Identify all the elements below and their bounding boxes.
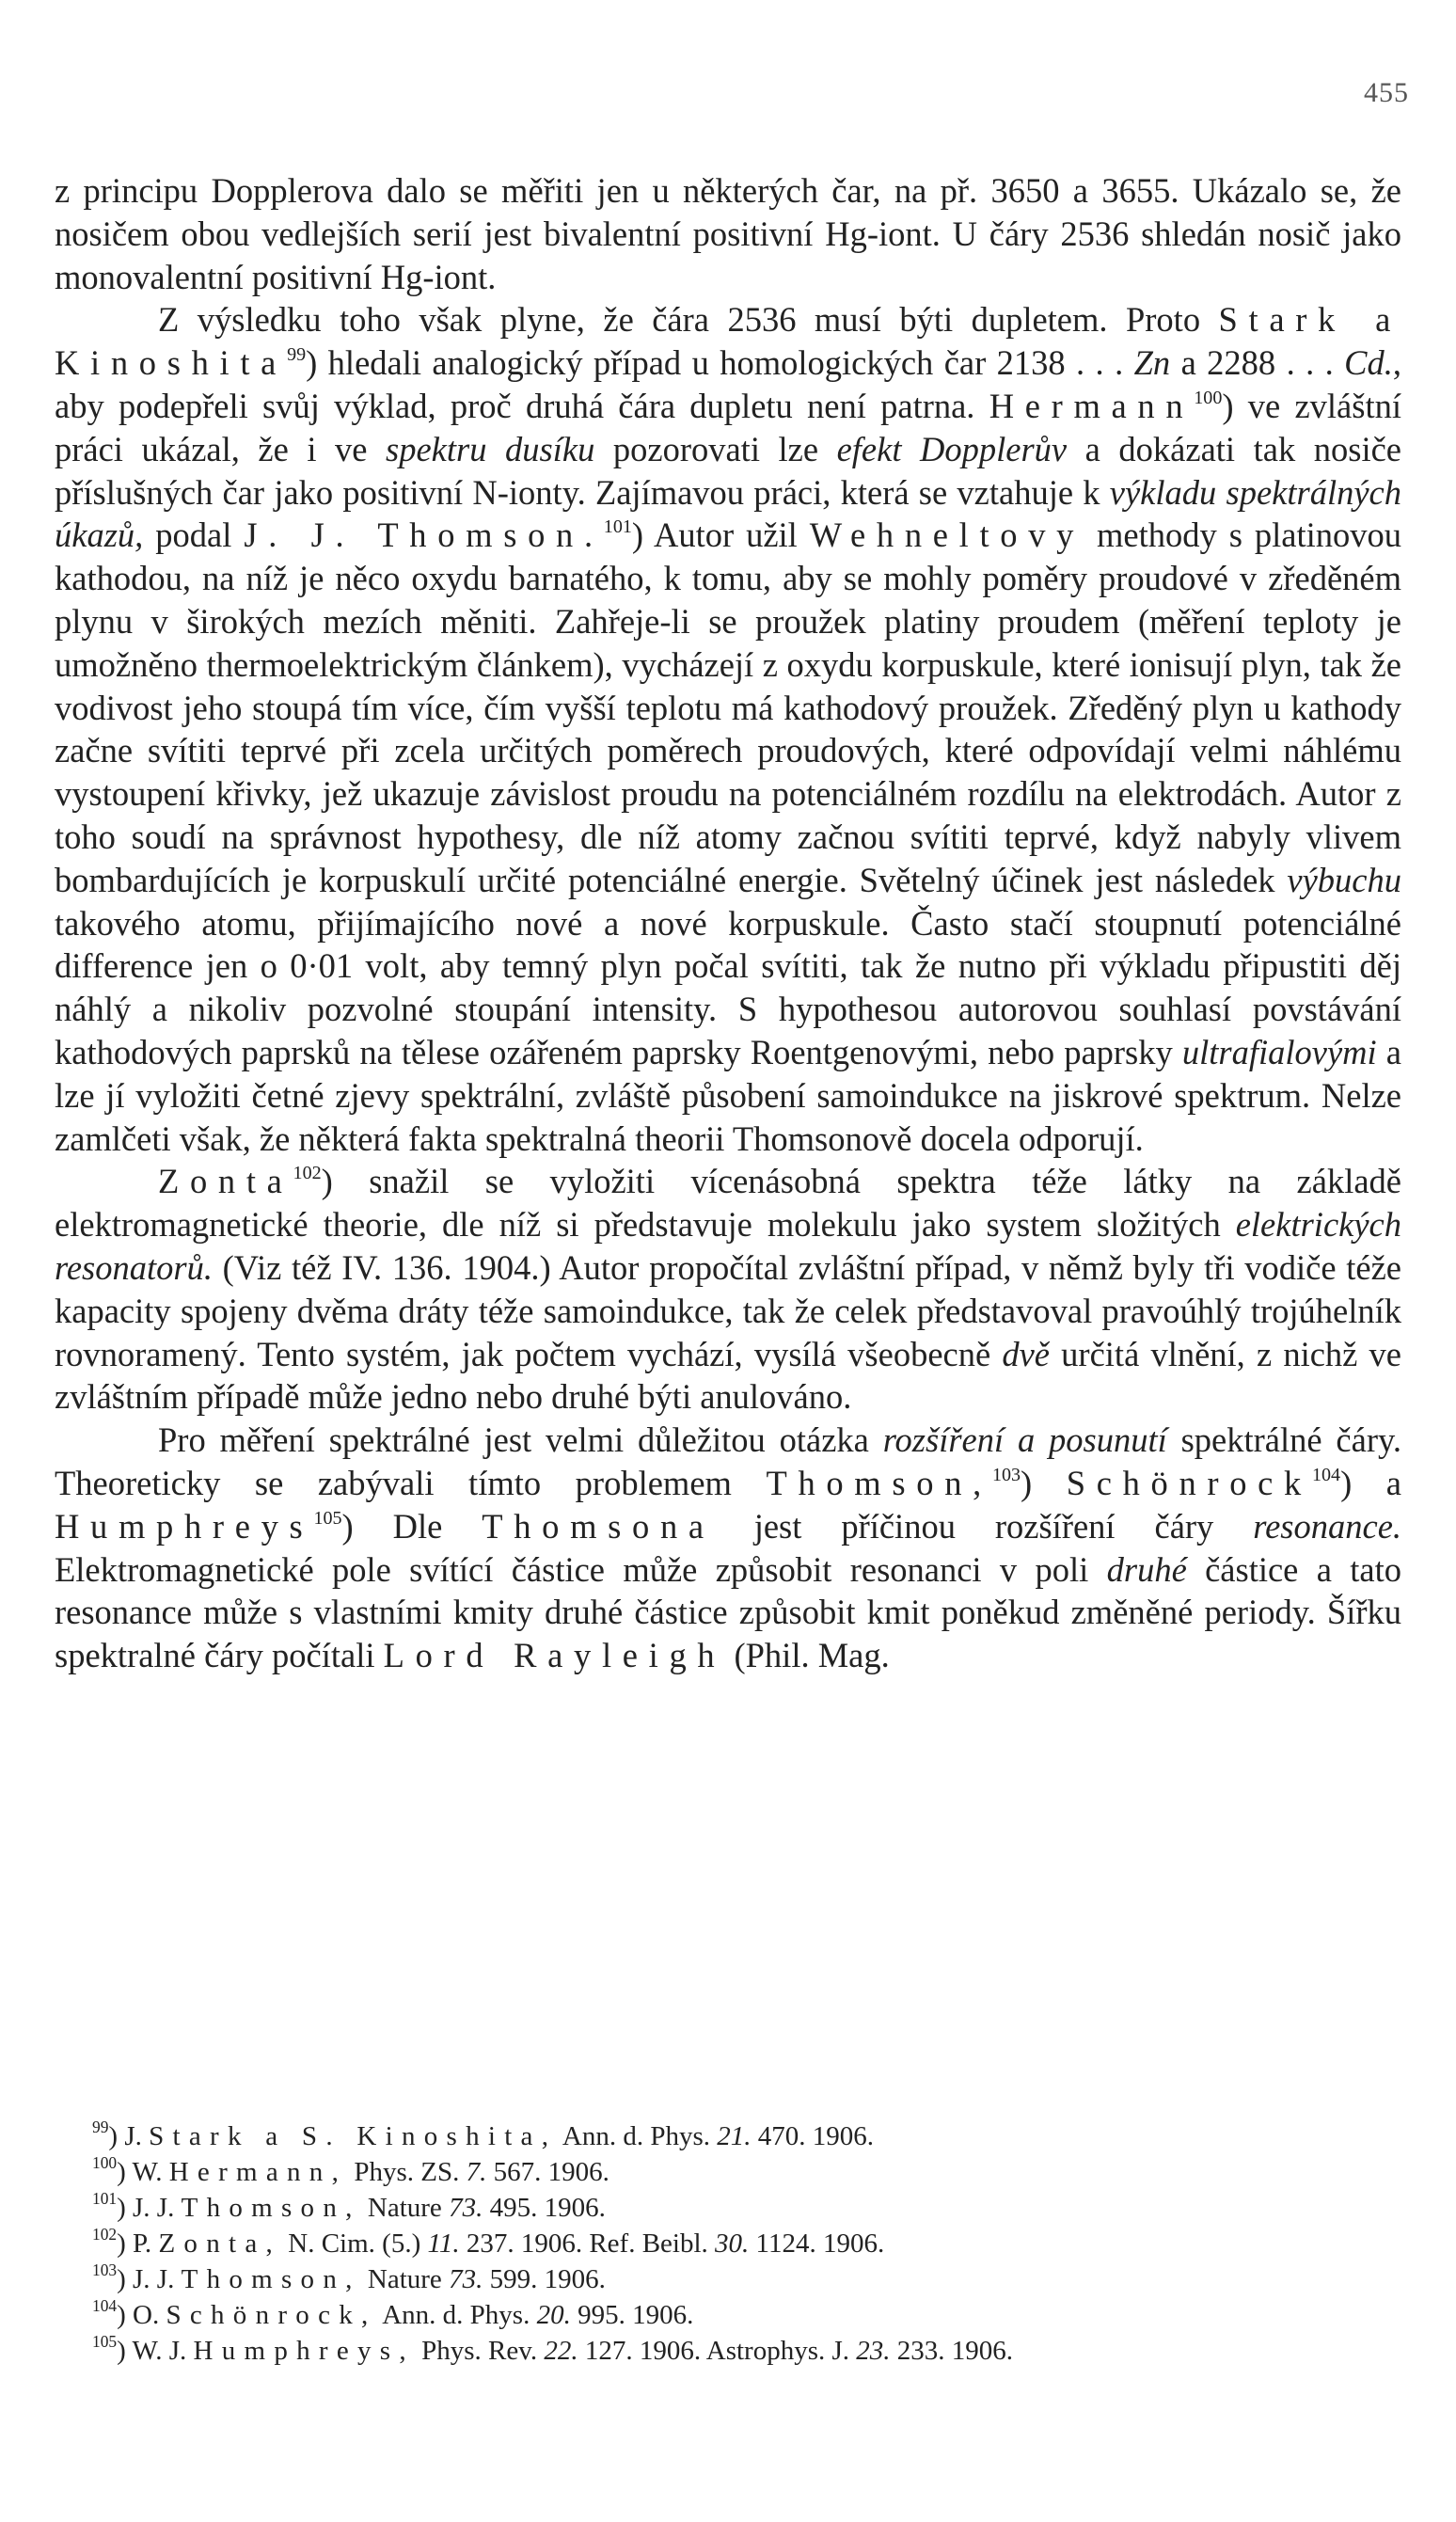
fn-author: Thomson, — [181, 2193, 361, 2223]
footnote-number: 101 — [92, 2188, 118, 2208]
footnote — [55, 2190, 1401, 2226]
footnote-number: 99 — [92, 2117, 109, 2136]
text-run: (Phil. Mag. — [725, 1636, 890, 1675]
footnote-ref: 100 — [1194, 387, 1223, 408]
text-run: Elektromagnetické pole svítící částice může způsobit resonanci v poli — [55, 1549, 1107, 1589]
emphasis: Zn — [1133, 343, 1171, 383]
paragraph-1 — [55, 169, 1401, 298]
fn-author: Schönrock, — [166, 2300, 377, 2330]
fn-volume: 7. — [466, 2157, 487, 2187]
text-run: methody s platinovou kathodou, na níž je něco oxydu barnatého, k tomu, aby se mohly poměry proudové v zředěném plynu v širokých mezích měniti. Zahřeje-li se proužek platiny proudem (měření teploty je umožněno thermoelektrickým článkem), vycházejí z oxydu korpuskule, které ionisují plyn, tak že vodivost jeho stoupá tím více, čím vyšší teplotu má kathodový proužek. Zředěný plyn u kathody začne svítiti teprvé při zcela určitých poměrech proudových, které odpovídají velmi náhlému vystoupení křivky, jež ukazuje závislost proudu na potenciálném rozdílu na elektrodách. Autor z toho soudí na správnost hypothesy, dle níž atomy začnou svítiti teprvé, když nabyly vlivem bombardujících je korpuskulí určité potenciálné energie. Světelný účinek jest následek — [55, 516, 1402, 899]
author-name: Schönrock — [1066, 1463, 1312, 1502]
fn-text: Phys. Rev. — [414, 2336, 545, 2366]
author-name: J. J. Thomson. — [244, 516, 604, 555]
footnote-ref: 104 — [1311, 1464, 1341, 1485]
text-run: a dokázati tak nosiče příslušných čar jako positivní N-ionty. Zajímavou práci, která se vztahuje k — [55, 429, 1401, 512]
fn-sep: ) — [108, 2121, 125, 2151]
fn-volume: 22. — [544, 2336, 578, 2366]
fn-text: P. — [133, 2229, 159, 2259]
text-run: Z výsledku toho však plyne, že čára 2536 musí býti dupletem. Proto — [158, 300, 1219, 340]
fn-text: 233. 1906. — [890, 2336, 1014, 2366]
footnotes — [55, 2118, 1401, 2369]
fn-text: Phys. ZS. — [347, 2157, 467, 2187]
text-run: a lze jí vyložiti četné zjevy spektrální, zvláště působení samoindukce na jiskrové spektrum. Nelze zamlčeti však, že některá fakta spektralná theorii Thomsonově docela odporují. — [55, 1032, 1402, 1158]
footnote-number: 103 — [92, 2260, 118, 2279]
text-run: (Viz též IV. 136. 1904.) Autor propočítal zvláštní případ, v němž byly tři vodiče téže kapacity spojeny dvěma dráty téže samoindukce, tak že celek představoval pravoúhlý trojúhelník rovnoramený. Tento systém, jak počtem vychází, vysílá všeobecně — [55, 1247, 1401, 1373]
text-run: určitá vlnění, z nichž ve zvláštním případě může jedno nebo druhé býti anulováno. — [55, 1334, 1401, 1417]
fn-author: Stark a S. Kinoshita, — [149, 2121, 558, 2151]
footnote-ref: 101 — [603, 516, 632, 538]
footnote-number: 102 — [92, 2224, 118, 2244]
emphasis: výbuchu — [1287, 860, 1401, 899]
fn-text: Ann. d. Phys. — [557, 2121, 718, 2151]
footnote — [55, 2226, 1401, 2261]
author-name: Thomsona — [482, 1506, 715, 1546]
text-run: a 2288 . . . — [1170, 343, 1345, 383]
text-run: pozorovati lze — [594, 429, 837, 468]
emphasis: dvě — [1002, 1334, 1051, 1373]
text-run: částice a tato resonance může s vlastními kmity druhé částice způsobit kmit poněkud změněné periody. Šířku spektralné čáry počítali — [55, 1549, 1401, 1675]
emphasis: spektru dusíku — [386, 429, 595, 468]
fn-volume: 11. — [427, 2229, 460, 2259]
emphasis: Cd. — [1344, 343, 1393, 383]
footnote — [55, 2333, 1401, 2369]
text-run: podal — [143, 516, 245, 555]
fn-author: Humphreys, — [193, 2336, 415, 2366]
author-name: Lord Rayleigh — [383, 1636, 726, 1675]
footnote — [55, 2154, 1401, 2190]
fn-text: 237. 1906. Ref. Beibl. — [459, 2229, 716, 2259]
fn-volume: 21. — [717, 2121, 752, 2151]
fn-sep: ) — [117, 2157, 133, 2187]
fn-volume: 20. — [536, 2300, 571, 2330]
fn-sep: ) — [117, 2193, 134, 2223]
footnote — [55, 2118, 1401, 2154]
footnote-number: 100 — [92, 2152, 118, 2172]
emphasis: ultrafialovými — [1181, 1032, 1377, 1071]
author-name: Hermann — [989, 386, 1195, 425]
paragraph-4 — [55, 1419, 1401, 1677]
fn-author: Hermann, — [168, 2157, 348, 2187]
footnote-number: 104 — [92, 2295, 118, 2315]
footnote — [55, 2261, 1401, 2297]
paragraph-2 — [55, 298, 1401, 1160]
fn-text: 127. 1906. Astrophys. J. — [578, 2336, 857, 2366]
paragraph-3 — [55, 1160, 1401, 1419]
fn-text: N. Cim. (5.) — [281, 2229, 428, 2259]
emphasis: rozšíření a posunutí — [882, 1420, 1167, 1460]
emphasis: resonance. — [1253, 1506, 1402, 1546]
fn-sep: ) — [117, 2229, 134, 2259]
fn-text: W. — [132, 2157, 169, 2187]
emphasis: výkladu spektrálných úkazů, — [55, 472, 1402, 555]
footnote-ref: 103 — [991, 1464, 1021, 1485]
text-run: ) Dle — [341, 1506, 483, 1546]
fn-text: J. J. — [133, 2193, 182, 2223]
author-name: Humphreys — [55, 1506, 314, 1546]
fn-text: J. — [124, 2121, 150, 2151]
text-run: , aby podepřeli svůj výklad, proč druhá čára dupletu není patrna. — [55, 343, 1401, 425]
page-number: 455 — [1364, 77, 1409, 108]
text-run: z principu Dopplerova dalo se měřiti jen u některých čar, na př. 3650 a 3655. Ukázalo se, že nosičem obou vedlejších serií jest bivalentní positivní Hg-iont. U čáry 2536 shledán nosič jako monovalentní positivní Hg-iont. — [55, 171, 1401, 296]
footnote-ref: 99 — [287, 344, 307, 366]
text-run: ) hledali analogický případ u homologických čar 2138 . . . — [306, 343, 1134, 383]
fn-text: Nature — [360, 2193, 450, 2223]
fn-volume: 73. — [449, 2193, 483, 2223]
text-run: ) Autor užil — [631, 516, 810, 555]
text-run: Pro měření spektrálné jest velmi důležitou otázka — [158, 1420, 883, 1460]
text-run: jest příčinou rozšíření čáry — [714, 1506, 1254, 1546]
fn-text: 995. 1906. — [570, 2300, 694, 2330]
author-name: Stark a Kinoshita — [55, 300, 1401, 383]
footnote-ref: 105 — [313, 1507, 342, 1529]
footnote-ref: 102 — [293, 1163, 322, 1184]
emphasis: elektrických resonatorů. — [55, 1205, 1401, 1287]
author-name: Zonta — [158, 1162, 293, 1201]
text-run: ) ve zvláštní práci ukázal, že i ve — [55, 386, 1401, 468]
fn-volume: 23. — [856, 2336, 891, 2366]
fn-text: 599. 1906. — [483, 2264, 606, 2294]
fn-text: 495. 1906. — [483, 2193, 606, 2223]
text-run: takového atomu, přijímajícího nové a nové korpuskule. Často stačí stoupnutí potenciálné difference jen o 0·01 volt, aby temný plyn počal svítiti, tak že nutno při výkladu připustiti děj náhlý a nikoliv pozvolné stoupání intensity. S hypothesou autorovou souhlasí povstávání kathodových paprsků na tělese ozářeném paprsky Roentgenovými, nebo paprsky — [55, 903, 1401, 1071]
author-name: Thomson, — [766, 1463, 992, 1502]
fn-sep: ) — [117, 2336, 133, 2366]
fn-volume: 30. — [715, 2229, 750, 2259]
fn-sep: ) — [117, 2300, 134, 2330]
text-run: ) — [1021, 1463, 1067, 1502]
fn-text: 1124. 1906. — [749, 2229, 885, 2259]
fn-text: J. J. — [133, 2264, 182, 2294]
text-run: ) a — [1340, 1463, 1401, 1502]
emphasis: efekt Dopplerův — [836, 429, 1068, 468]
text-run: spektrálné čáry. Theoreticky se zabývali tímto problemem — [55, 1420, 1401, 1502]
fn-author: Zonta, — [158, 2229, 282, 2259]
body-text — [55, 169, 1401, 1677]
fn-author: Thomson, — [181, 2264, 361, 2294]
fn-text: Nature — [360, 2264, 450, 2294]
fn-volume: 73. — [449, 2264, 483, 2294]
text-run: ) snažil se vyložiti vícenásobná spektra téže látky na základě elektromagnetické theorie, dle níž si představuje molekulu jako system složitých — [55, 1162, 1401, 1245]
footnote-number: 105 — [92, 2331, 118, 2351]
fn-sep: ) — [117, 2264, 134, 2294]
fn-text: O. — [133, 2300, 166, 2330]
fn-text: 567. 1906. — [486, 2157, 609, 2187]
fn-text: W. J. — [132, 2336, 194, 2366]
author-name: Wehneltovy — [809, 516, 1085, 555]
fn-text: Ann. d. Phys. — [376, 2300, 537, 2330]
footnote — [55, 2297, 1401, 2333]
emphasis: druhé — [1106, 1549, 1187, 1589]
fn-text: 470. 1906. — [751, 2121, 874, 2151]
